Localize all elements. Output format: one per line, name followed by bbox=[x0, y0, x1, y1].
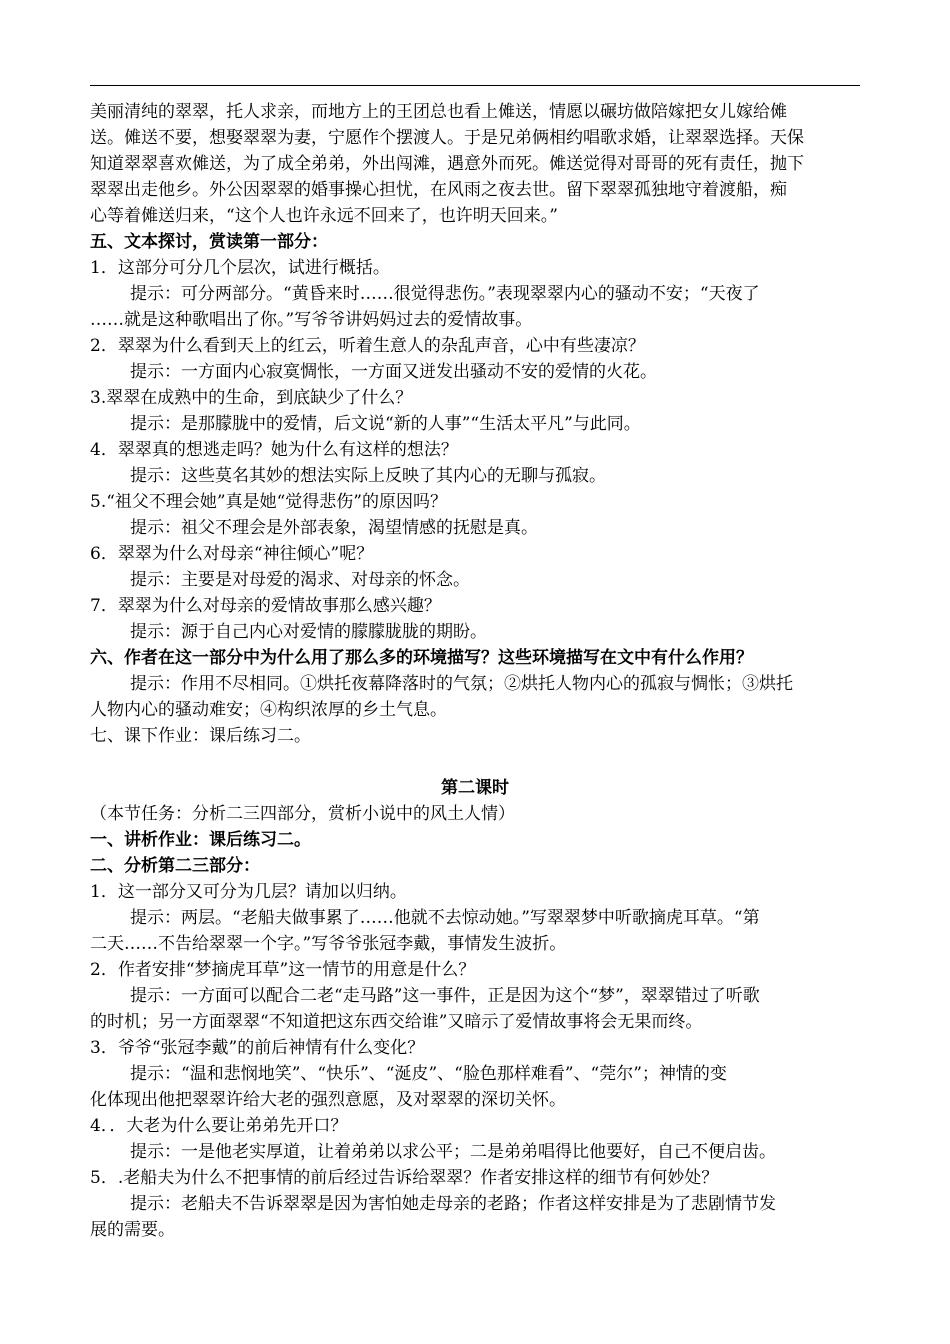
answer-hint-cont: 二天……不告给翠翠一个字。”写爷爷张冠李戴，事情发生波折。 bbox=[90, 934, 567, 954]
question: 3．爷爷“张冠李戴”的前后神情有什么变化？ bbox=[90, 1038, 425, 1058]
section-heading-6: 六、作者在这一部分中为什么用了那么多的环境描写？这些环境描写在文中有什么作用？ bbox=[90, 648, 753, 668]
question: 6．翠翠为什么对母亲“神往倾心”呢？ bbox=[90, 544, 374, 564]
question: 4．．大老为什么要让弟弟先开口？ bbox=[90, 1116, 348, 1136]
answer-hint: 提示：“温和悲悯地笑”、“快乐”、“涎皮”、“脸色那样难看”、“莞尔”；神情的变 bbox=[130, 1064, 727, 1084]
text-line: 知道翠翠喜欢傩送，为了成全弟弟，外出闯滩，遇意外而死。傩送觉得对哥哥的死有责任，抛下 bbox=[90, 154, 804, 174]
question: 3.翠翠在成熟中的生命，到底缺少了什么？ bbox=[90, 388, 413, 408]
lesson-title: 第二课时 bbox=[441, 778, 509, 798]
text-line: 心等着傩送归来，“这个人也许永远不回来了，也许明天回来。” bbox=[90, 206, 558, 226]
answer-hint: 提示：老船夫不告诉翠翠是因为害怕她走母亲的老路；作者这样安排是为了悲剧情节发 bbox=[130, 1194, 776, 1214]
answer-hint: 提示：一方面可以配合二老“走马路”这一事件，正是因为这个“梦”，翠翠错过了听歌 bbox=[130, 986, 760, 1006]
answer-hint: 提示：祖父不理会是外部表象，渴望情感的抚慰是真。 bbox=[130, 518, 538, 538]
answer-hint-cont: 人物内心的骚动难安；④构织浓厚的乡土气息。 bbox=[90, 700, 447, 720]
question: 5．.老船夫为什么不把事情的前后经过告诉给翠翠？作者安排这样的细节有何妙处？ bbox=[90, 1168, 719, 1188]
question: 5.“祖父不理会她”真是她“觉得悲伤”的原因吗？ bbox=[90, 492, 447, 512]
lesson-heading-1: 一、讲析作业：课后练习二。 bbox=[90, 830, 311, 850]
answer-hint-cont: 展的需要。 bbox=[90, 1220, 175, 1240]
answer-hint: 提示：源于自己内心对爱情的朦朦胧胧的期盼。 bbox=[130, 622, 487, 642]
answer-hint-cont: 的时机；另一方面翠翠“不知道把这东西交给谁”又暗示了爱情故事将会无果而终。 bbox=[90, 1012, 703, 1032]
answer-hint: 提示：主要是对母爱的渴求、对母亲的怀念。 bbox=[130, 570, 470, 590]
question: 2．翠翠为什么看到天上的红云，听着生意人的杂乱声音，心中有些凄凉？ bbox=[90, 336, 645, 356]
header-rule bbox=[90, 85, 860, 86]
question: 7．翠翠为什么对母亲的爱情故事那么感兴趣？ bbox=[90, 596, 441, 616]
answer-hint: 提示：是那朦胧中的爱情，后文说“新的人事”“生活太平凡”与此同。 bbox=[130, 414, 641, 434]
section-heading-7: 七、课下作业：课后练习二。 bbox=[90, 726, 311, 746]
question: 4．翠翠真的想逃走吗？她为什么有这样的想法？ bbox=[90, 440, 458, 460]
section-heading-5: 五、文本探讨，赏读第一部分： bbox=[90, 232, 328, 252]
answer-hint-cont: ……就是这种歌唱出了你。”写爷爷讲妈妈过去的爱情故事。 bbox=[90, 310, 533, 330]
answer-hint-cont: 化体现出他把翠翠许给大老的强烈意愿，及对翠翠的深切关怀。 bbox=[90, 1090, 566, 1110]
question: 1．这一部分又可分为几层？请加以归纳。 bbox=[90, 882, 407, 902]
question: 1．这部分可分几个层次，试进行概括。 bbox=[90, 258, 390, 278]
document-body bbox=[90, 99, 860, 1243]
lesson-task: （本节任务：分析二三四部分，赏析小说中的风土人情） bbox=[90, 804, 515, 824]
text-line: 送。傩送不要，想娶翠翠为妻，宁愿作个摆渡人。于是兄弟俩相约唱歌求婚，让翠翠选择。天保 bbox=[90, 128, 804, 148]
text-line: 美丽清纯的翠翠，托人求亲，而地方上的王团总也看上傩送，情愿以碾坊做陪嫁把女儿嫁给傩 bbox=[90, 102, 787, 122]
text-line: 翠翠出走他乡。外公因翠翠的婚事操心担忧，在风雨之夜去世。留下翠翠孤独地守着渡船，痴 bbox=[90, 180, 787, 200]
section-spacer bbox=[90, 749, 860, 775]
intro-paragraph bbox=[90, 99, 860, 229]
answer-hint: 提示：可分两部分。“黄昏来时……很觉得悲伤。”表现翠翠内心的骚动不安；“天夜了 bbox=[130, 284, 760, 304]
answer-hint: 提示：这些莫名其妙的想法实际上反映了其内心的无聊与孤寂。 bbox=[130, 466, 606, 486]
answer-hint: 提示：一是他老实厚道，让着弟弟以求公平；二是弟弟唱得比他要好，自己不便启齿。 bbox=[130, 1142, 776, 1162]
question: 2．作者安排“梦摘虎耳草”这一情节的用意是什么？ bbox=[90, 960, 476, 980]
answer-hint: 提示：一方面内心寂寞惆怅，一方面又迸发出骚动不安的爱情的火花。 bbox=[130, 362, 657, 382]
lesson-heading-2: 二、分析第二三部分： bbox=[90, 856, 260, 876]
answer-hint: 提示：作用不尽相同。①烘托夜幕降落时的气氛；②烘托人物内心的孤寂与惆怅；③烘托 bbox=[130, 674, 793, 694]
answer-hint: 提示：两层。“老船夫做事累了……他就不去惊动她。”写翠翠梦中听歌摘虎耳草。“第 bbox=[130, 908, 760, 928]
